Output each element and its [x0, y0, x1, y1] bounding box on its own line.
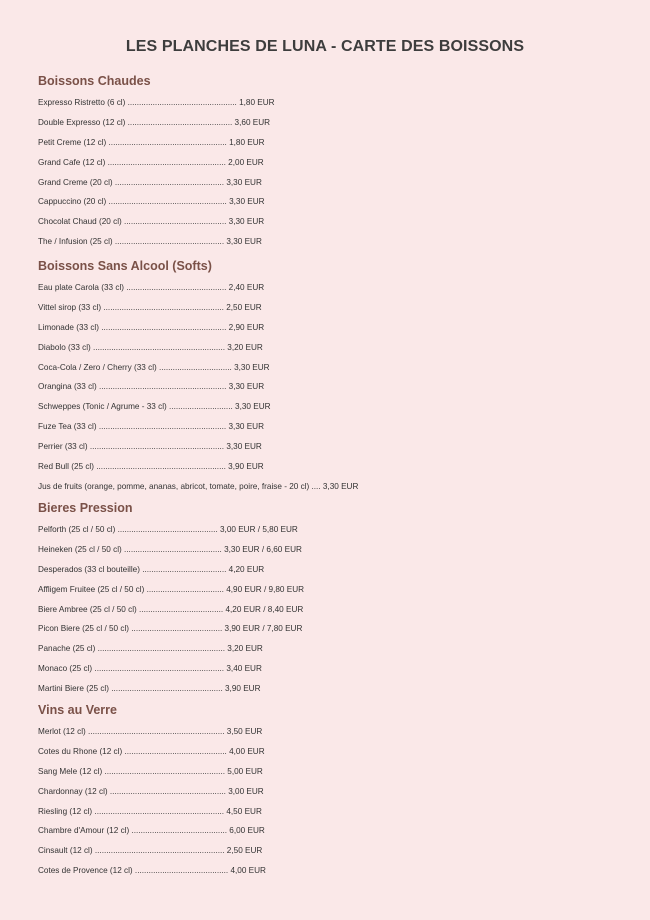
- menu-item: Cotes du Rhone (12 cl) ............................................. 4,00 EUR: [38, 746, 265, 756]
- menu-item: Limonade (33 cl) ....................................................... 2,90 EUR: [38, 322, 265, 332]
- menu-item: Merlot (12 cl) ............................................................ 3,50 EUR: [38, 727, 263, 736]
- menu-item: Orangina (33 cl) ........................................................ 3,30 EUR: [38, 382, 265, 392]
- menu-item: Jus de fruits (orange, pomme, ananas, abricot, tomate, poire, fraise - 20 cl) .... 3,30 EUR: [38, 481, 359, 491]
- menu-item: Panache (25 cl) ........................................................ 3,20 EUR: [38, 644, 263, 654]
- section-soft-drinks: [38, 258, 358, 497]
- menu-item: Expresso Ristretto (6 cl) ................................................ 1,80 EUR: [38, 98, 275, 107]
- section-title: Boissons Sans Alcool (Softs): [38, 259, 212, 273]
- menu-item: Heineken (25 cl / 50 cl) ........................................... 3,30 EUR / 6,60 EUR: [38, 544, 302, 554]
- menu-item: Cappuccino (20 cl) .................................................... 3,30 EUR: [38, 197, 265, 207]
- section-title: Vins au Verre: [38, 703, 117, 717]
- menu-item: Cinsault (12 cl) ......................................................... 2,50 EUR: [38, 846, 263, 856]
- menu-item: Chardonnay (12 cl) ................................................... 3,00 EUR: [38, 786, 264, 796]
- section-hot-drinks: [38, 73, 275, 252]
- menu-item: Fuze Tea (33 cl) ........................................................ 3,30 EUR: [38, 422, 264, 432]
- menu-item: Petit Creme (12 cl) .................................................... 1,80 EUR: [38, 137, 265, 147]
- menu-item: Pelforth (25 cl / 50 cl) ............................................ 3,00 EUR / 5,80 EUR: [38, 525, 298, 534]
- menu-item: Martini Biere (25 cl) ................................................. 3,90 EUR: [38, 684, 261, 694]
- menu-item: Sang Mele (12 cl) ..................................................... 5,00 EUR: [38, 766, 263, 776]
- menu-item: Chocolat Chaud (20 cl) ............................................. 3,30 EUR: [38, 217, 265, 227]
- menu-item: Double Expresso (12 cl) .............................................. 3,60 EUR: [38, 117, 271, 127]
- menu-item: Coca-Cola / Zero / Cherry (33 cl) ................................ 3,30 EUR: [38, 362, 270, 372]
- menu-item: Affligem Fruitee (25 cl / 50 cl) .................................. 4,90 EUR / 9,80 EUR: [38, 584, 305, 594]
- menu-item: Monaco (25 cl) ......................................................... 3,40 EUR: [38, 664, 262, 674]
- menu-item: Diabolo (33 cl) .......................................................... 3,20 EUR: [38, 342, 263, 352]
- page-title: LES PLANCHES DE LUNA - CARTE DES BOISSONS: [125, 38, 525, 55]
- menu-item: Perrier (33 cl) ........................................................... 3,30 EUR: [38, 442, 262, 452]
- menu-item: Desperados (33 cl bouteille) ..................................... 4,20 EUR: [38, 564, 265, 574]
- menu-item: Riesling (12 cl) ......................................................... 4,50 EUR: [38, 806, 262, 816]
- menu-item: Grand Creme (20 cl) ................................................ 3,30 EUR: [38, 177, 262, 187]
- menu-item: Biere Ambree (25 cl / 50 cl) ..................................... 4,20 EUR / 8,40 EUR: [38, 604, 304, 614]
- menu-item: Eau plate Carola (33 cl) ............................................ 2,40 EUR: [38, 283, 265, 292]
- menu-item: Chambre d'Amour (12 cl) .......................................... 6,00 EUR: [38, 826, 265, 836]
- menu-item: Grand Cafe (12 cl) .................................................... 2,00 EUR: [38, 157, 264, 167]
- menu-item: Vittel sirop (33 cl) ..................................................... 2,50 EUR: [38, 302, 262, 312]
- section-title: Boissons Chaudes: [38, 74, 151, 88]
- section-draft-beers: [38, 500, 304, 699]
- menu-item: Red Bull (25 cl) ......................................................... 3,90 EUR: [38, 462, 264, 472]
- section-title: Bieres Pression: [38, 501, 133, 515]
- menu-item: Schweppes (Tonic / Agrume - 33 cl) ............................ 3,30 EUR: [38, 402, 271, 412]
- menu-item: The / Infusion (25 cl) ................................................ 3,30 EUR: [38, 237, 262, 247]
- menu-item: Picon Biere (25 cl / 50 cl) ........................................ 3,90 EUR / 7,80 EUR: [38, 624, 303, 634]
- menu-item: Cotes de Provence (12 cl) ......................................... 4,00 EUR: [38, 866, 266, 876]
- section-wines-by-glass: [38, 702, 266, 881]
